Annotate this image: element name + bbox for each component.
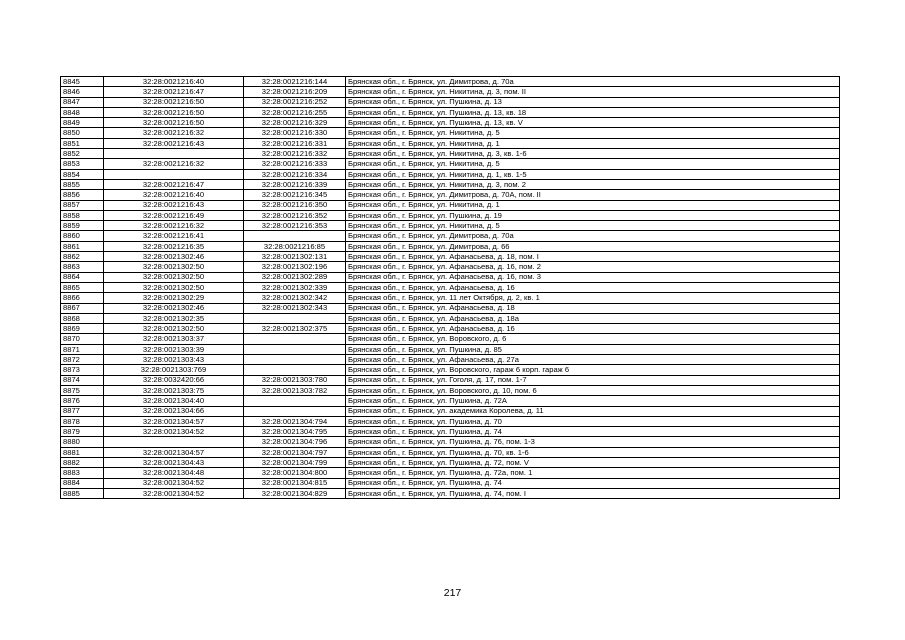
table-row — [61, 488, 840, 498]
cadastral-number-cell: 32:28:0021304:52 — [104, 427, 244, 437]
table-row — [61, 97, 840, 107]
address-cell: Брянская обл., г. Брянск, ул. Никитина, д. 1 — [346, 200, 840, 210]
address-cell: Брянская обл., г. Брянск, ул. Афанасьева, д. 18, пом. I — [346, 252, 840, 262]
cadastral-number-cell: 32:28:0021303:75 — [104, 385, 244, 395]
table-row — [61, 355, 840, 365]
address-cell: Брянская обл., г. Брянск, ул. Никитина, д. 5 — [346, 128, 840, 138]
row-number-cell: 8881 — [61, 447, 104, 457]
cadastral-number-cell: 32:28:0021303:43 — [104, 355, 244, 365]
address-cell: Брянская обл., г. Брянск, ул. Афанасьева, д. 18 — [346, 303, 840, 313]
object-cadastral-number-cell: 32:28:0021216:332 — [244, 149, 346, 159]
cadastral-number-cell: 32:28:0021216:49 — [104, 210, 244, 220]
table-row — [61, 385, 840, 395]
address-cell: Брянская обл., г. Брянск, ул. Афанасьева, д. 16, пом. 2 — [346, 262, 840, 272]
address-cell: Брянская обл., г. Брянск, ул. Никитина, д. 3, пом. II — [346, 87, 840, 97]
object-cadastral-number-cell: 32:28:0021216:353 — [244, 221, 346, 231]
table-row — [61, 313, 840, 323]
table-row — [61, 437, 840, 447]
address-cell: Брянская обл., г. Брянск, ул. Пушкина, д. 72а, пом. 1 — [346, 468, 840, 478]
row-number-cell: 8877 — [61, 406, 104, 416]
row-number-cell: 8855 — [61, 179, 104, 189]
object-cadastral-number-cell — [244, 355, 346, 365]
table-row — [61, 416, 840, 426]
table-row — [61, 87, 840, 97]
row-number-cell: 8853 — [61, 159, 104, 169]
row-number-cell: 8864 — [61, 272, 104, 282]
row-number-cell: 8847 — [61, 97, 104, 107]
address-cell: Брянская обл., г. Брянск, ул. Афанасьева, д. 16 — [346, 324, 840, 334]
cadastral-number-cell: 32:28:0021216:32 — [104, 128, 244, 138]
cadastral-number-cell: 32:28:0021302:46 — [104, 252, 244, 262]
cadastral-number-cell: 32:28:0021304:48 — [104, 468, 244, 478]
row-number-cell: 8854 — [61, 169, 104, 179]
row-number-cell: 8876 — [61, 396, 104, 406]
table-row — [61, 262, 840, 272]
address-cell: Брянская обл., г. Брянск, ул. Гоголя, д. 17, пом. 1-7 — [346, 375, 840, 385]
object-cadastral-number-cell: 32:28:0021304:797 — [244, 447, 346, 457]
address-cell: Брянская обл., г. Брянск, ул. Афанасьева, д. 16, пом. 3 — [346, 272, 840, 282]
object-cadastral-number-cell: 32:28:0021303:782 — [244, 385, 346, 395]
cadastral-number-cell: 32:28:0021302:29 — [104, 293, 244, 303]
row-number-cell: 8883 — [61, 468, 104, 478]
cadastral-number-cell: 32:28:0021302:50 — [104, 324, 244, 334]
table-row — [61, 272, 840, 282]
table-row — [61, 128, 840, 138]
cadastral-number-cell: 32:28:0032420:66 — [104, 375, 244, 385]
table-row — [61, 457, 840, 467]
row-number-cell: 8863 — [61, 262, 104, 272]
object-cadastral-number-cell: 32:28:0021216:345 — [244, 190, 346, 200]
cadastral-number-cell: 32:28:0021216:40 — [104, 190, 244, 200]
table-row — [61, 478, 840, 488]
row-number-cell: 8874 — [61, 375, 104, 385]
row-number-cell: 8865 — [61, 282, 104, 292]
object-cadastral-number-cell: 32:28:0021216:144 — [244, 77, 346, 87]
table-row — [61, 138, 840, 148]
table-row — [61, 344, 840, 354]
cadastral-number-cell: 32:28:0021304:66 — [104, 406, 244, 416]
address-cell: Брянская обл., г. Брянск, ул. Пушкина, д. 19 — [346, 210, 840, 220]
row-number-cell: 8851 — [61, 138, 104, 148]
table-row — [61, 334, 840, 344]
address-cell: Брянская обл., г. Брянск, ул. Пушкина, д. 76, пом. 1-3 — [346, 437, 840, 447]
cadastral-number-cell: 32:28:0021216:32 — [104, 221, 244, 231]
cadastral-number-cell — [104, 149, 244, 159]
object-cadastral-number-cell — [244, 334, 346, 344]
object-cadastral-number-cell: 32:28:0021302:375 — [244, 324, 346, 334]
object-cadastral-number-cell: 32:28:0021216:334 — [244, 169, 346, 179]
row-number-cell: 8885 — [61, 488, 104, 498]
table-row — [61, 293, 840, 303]
address-cell: Брянская обл., г. Брянск, ул. Пушкина, д. 74 — [346, 478, 840, 488]
row-number-cell: 8850 — [61, 128, 104, 138]
address-cell: Брянская обл., г. Брянск, ул. Афанасьева, д. 18а — [346, 313, 840, 323]
row-number-cell: 8845 — [61, 77, 104, 87]
address-cell: Брянская обл., г. Брянск, ул. Димитрова, д. 66 — [346, 241, 840, 251]
registry-table — [60, 76, 840, 499]
object-cadastral-number-cell: 32:28:0021304:800 — [244, 468, 346, 478]
table-row — [61, 200, 840, 210]
cadastral-number-cell: 32:28:0021304:52 — [104, 488, 244, 498]
cadastral-number-cell: 32:28:0021302:35 — [104, 313, 244, 323]
address-cell: Брянская обл., г. Брянск, ул. Пушкина, д. 74, пом. I — [346, 488, 840, 498]
table-row — [61, 303, 840, 313]
cadastral-number-cell: 32:28:0021302:50 — [104, 282, 244, 292]
object-cadastral-number-cell: 32:28:0021216:339 — [244, 179, 346, 189]
row-number-cell: 8873 — [61, 365, 104, 375]
address-cell: Брянская обл., г. Брянск, ул. 11 лет Октября, д. 2, кв. 1 — [346, 293, 840, 303]
object-cadastral-number-cell: 32:28:0021216:350 — [244, 200, 346, 210]
address-cell: Брянская обл., г. Брянск, ул. Никитина, д. 5 — [346, 221, 840, 231]
address-cell: Брянская обл., г. Брянск, ул. Воровского, гараж 6 корп. гараж 6 — [346, 365, 840, 375]
row-number-cell: 8859 — [61, 221, 104, 231]
address-cell: Брянская обл., г. Брянск, ул. Никитина, д. 5 — [346, 159, 840, 169]
row-number-cell: 8857 — [61, 200, 104, 210]
cadastral-number-cell: 32:28:0021304:52 — [104, 478, 244, 488]
page-number: 217 — [443, 587, 462, 599]
object-cadastral-number-cell: 32:28:0021304:796 — [244, 437, 346, 447]
object-cadastral-number-cell — [244, 344, 346, 354]
object-cadastral-number-cell: 32:28:0021304:794 — [244, 416, 346, 426]
object-cadastral-number-cell: 32:28:0021304:815 — [244, 478, 346, 488]
row-number-cell: 8866 — [61, 293, 104, 303]
table-row — [61, 210, 840, 220]
cadastral-number-cell: 32:28:0021303:39 — [104, 344, 244, 354]
row-number-cell: 8879 — [61, 427, 104, 437]
row-number-cell: 8872 — [61, 355, 104, 365]
address-cell: Брянская обл., г. Брянск, ул. Димитрова, д. 70А, пом. II — [346, 190, 840, 200]
row-number-cell: 8862 — [61, 252, 104, 262]
row-number-cell: 8856 — [61, 190, 104, 200]
object-cadastral-number-cell: 32:28:0021302:339 — [244, 282, 346, 292]
address-cell: Брянская обл., г. Брянск, ул. Пушкина, д. 72А — [346, 396, 840, 406]
table-row — [61, 468, 840, 478]
object-cadastral-number-cell: 32:28:0021216:333 — [244, 159, 346, 169]
address-cell: Брянская обл., г. Брянск, ул. Пушкина, д. 13, кв. V — [346, 118, 840, 128]
object-cadastral-number-cell: 32:28:0021216:252 — [244, 97, 346, 107]
object-cadastral-number-cell: 32:28:0021302:343 — [244, 303, 346, 313]
row-number-cell: 8858 — [61, 210, 104, 220]
object-cadastral-number-cell — [244, 231, 346, 241]
cadastral-number-cell: 32:28:0021216:41 — [104, 231, 244, 241]
object-cadastral-number-cell: 32:28:0021304:829 — [244, 488, 346, 498]
address-cell: Брянская обл., г. Брянск, ул. Пушкина, д. 70, кв. 1-6 — [346, 447, 840, 457]
table-row — [61, 375, 840, 385]
table-row — [61, 159, 840, 169]
row-number-cell: 8867 — [61, 303, 104, 313]
table-body — [61, 77, 840, 499]
cadastral-number-cell: 32:28:0021216:50 — [104, 118, 244, 128]
address-cell: Брянская обл., г. Брянск, ул. Воровского, д. 6 — [346, 334, 840, 344]
object-cadastral-number-cell: 32:28:0021303:780 — [244, 375, 346, 385]
table-row — [61, 169, 840, 179]
cadastral-number-cell: 32:28:0021216:50 — [104, 107, 244, 117]
table-row — [61, 324, 840, 334]
table-row — [61, 149, 840, 159]
table-row — [61, 77, 840, 87]
row-number-cell: 8846 — [61, 87, 104, 97]
table-row — [61, 179, 840, 189]
object-cadastral-number-cell: 32:28:0021216:329 — [244, 118, 346, 128]
cadastral-number-cell: 32:28:0021216:35 — [104, 241, 244, 251]
table-row — [61, 190, 840, 200]
address-cell: Брянская обл., г. Брянск, ул. Пушкина, д. 85 — [346, 344, 840, 354]
row-number-cell: 8875 — [61, 385, 104, 395]
object-cadastral-number-cell — [244, 365, 346, 375]
address-cell: Брянская обл., г. Брянск, ул. Пушкина, д. 72, пом. V — [346, 457, 840, 467]
object-cadastral-number-cell: 32:28:0021302:196 — [244, 262, 346, 272]
address-cell: Брянская обл., г. Брянск, ул. Пушкина, д. 70 — [346, 416, 840, 426]
object-cadastral-number-cell — [244, 313, 346, 323]
address-cell: Брянская обл., г. Брянск, ул. Никитина, д. 1, кв. 1-5 — [346, 169, 840, 179]
table-row — [61, 231, 840, 241]
table-row — [61, 427, 840, 437]
cadastral-number-cell: 32:28:0021216:40 — [104, 77, 244, 87]
object-cadastral-number-cell: 32:28:0021216:330 — [244, 128, 346, 138]
object-cadastral-number-cell: 32:28:0021302:131 — [244, 252, 346, 262]
cadastral-number-cell: 32:28:0021302:50 — [104, 272, 244, 282]
row-number-cell: 8880 — [61, 437, 104, 447]
table-row — [61, 118, 840, 128]
cadastral-number-cell: 32:28:0021302:50 — [104, 262, 244, 272]
cadastral-number-cell: 32:28:0021216:43 — [104, 138, 244, 148]
row-number-cell: 8852 — [61, 149, 104, 159]
object-cadastral-number-cell — [244, 396, 346, 406]
cadastral-number-cell: 32:28:0021304:43 — [104, 457, 244, 467]
row-number-cell: 8870 — [61, 334, 104, 344]
row-number-cell: 8871 — [61, 344, 104, 354]
row-number-cell: 8882 — [61, 457, 104, 467]
row-number-cell: 8868 — [61, 313, 104, 323]
row-number-cell: 8869 — [61, 324, 104, 334]
cadastral-number-cell: 32:28:0021304:57 — [104, 447, 244, 457]
address-cell: Брянская обл., г. Брянск, ул. Никитина, д. 3, кв. 1-6 — [346, 149, 840, 159]
cadastral-number-cell: 32:28:0021303:37 — [104, 334, 244, 344]
address-cell: Брянская обл., г. Брянск, ул. Воровского, д. 10, пом. 6 — [346, 385, 840, 395]
object-cadastral-number-cell: 32:28:0021304:799 — [244, 457, 346, 467]
object-cadastral-number-cell — [244, 406, 346, 416]
table-row — [61, 241, 840, 251]
address-cell: Брянская обл., г. Брянск, ул. Пушкина, д. 74 — [346, 427, 840, 437]
cadastral-number-cell: 32:28:0021303:769 — [104, 365, 244, 375]
cadastral-number-cell — [104, 437, 244, 447]
cadastral-number-cell: 32:28:0021302:46 — [104, 303, 244, 313]
table-row — [61, 406, 840, 416]
object-cadastral-number-cell: 32:28:0021216:209 — [244, 87, 346, 97]
cadastral-number-cell: 32:28:0021216:50 — [104, 97, 244, 107]
table-row — [61, 252, 840, 262]
row-number-cell: 8861 — [61, 241, 104, 251]
object-cadastral-number-cell: 32:28:0021302:289 — [244, 272, 346, 282]
table-row — [61, 282, 840, 292]
row-number-cell: 8878 — [61, 416, 104, 426]
address-cell: Брянская обл., г. Брянск, ул. Димитрова, д. 70а — [346, 77, 840, 87]
row-number-cell: 8860 — [61, 231, 104, 241]
table-row — [61, 107, 840, 117]
cadastral-number-cell: 32:28:0021216:32 — [104, 159, 244, 169]
cadastral-number-cell: 32:28:0021216:47 — [104, 87, 244, 97]
cadastral-number-cell: 32:28:0021216:47 — [104, 179, 244, 189]
row-number-cell: 8884 — [61, 478, 104, 488]
address-cell: Брянская обл., г. Брянск, ул. Никитина, д. 1 — [346, 138, 840, 148]
address-cell: Брянская обл., г. Брянск, ул. Афанасьева, д. 16 — [346, 282, 840, 292]
cadastral-number-cell: 32:28:0021304:57 — [104, 416, 244, 426]
object-cadastral-number-cell: 32:28:0021216:255 — [244, 107, 346, 117]
cadastral-number-cell: 32:28:0021216:43 — [104, 200, 244, 210]
object-cadastral-number-cell: 32:28:0021216:85 — [244, 241, 346, 251]
object-cadastral-number-cell: 32:28:0021304:795 — [244, 427, 346, 437]
object-cadastral-number-cell: 32:28:0021216:331 — [244, 138, 346, 148]
object-cadastral-number-cell: 32:28:0021216:352 — [244, 210, 346, 220]
table-row — [61, 365, 840, 375]
address-cell: Брянская обл., г. Брянск, ул. Афанасьева, д. 27а — [346, 355, 840, 365]
row-number-cell: 8848 — [61, 107, 104, 117]
table-row — [61, 221, 840, 231]
table-row — [61, 447, 840, 457]
table-row — [61, 396, 840, 406]
address-cell: Брянская обл., г. Брянск, ул. Пушкина, д. 13 — [346, 97, 840, 107]
cadastral-number-cell: 32:28:0021304:40 — [104, 396, 244, 406]
address-cell: Брянская обл., г. Брянск, ул. Пушкина, д. 13, кв. 18 — [346, 107, 840, 117]
address-cell: Брянская обл., г. Брянск, ул. Никитина, д. 3, пом. 2 — [346, 179, 840, 189]
object-cadastral-number-cell: 32:28:0021302:342 — [244, 293, 346, 303]
cadastral-number-cell — [104, 169, 244, 179]
row-number-cell: 8849 — [61, 118, 104, 128]
address-cell: Брянская обл., г. Брянск, ул. академика Королева, д. 11 — [346, 406, 840, 416]
address-cell: Брянская обл., г. Брянск, ул. Димитрова, д. 70а — [346, 231, 840, 241]
